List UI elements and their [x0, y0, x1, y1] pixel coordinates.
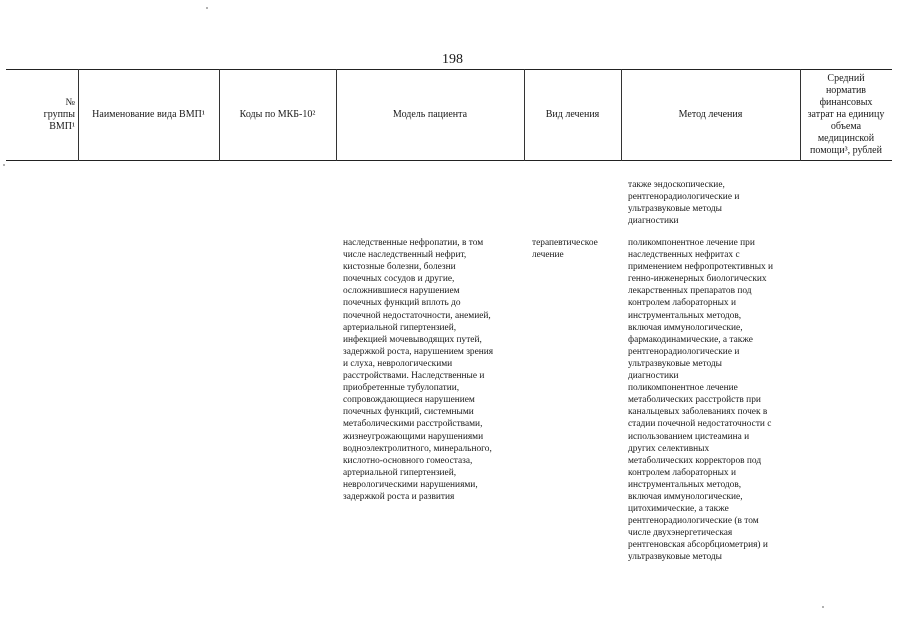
treatment-type-text: терапевтическое лечение [532, 238, 598, 261]
header-group-number: № группы ВМП¹ [43, 97, 75, 132]
continuation-method-text: также эндоскопические, рентгенорадиологические и ультразвуковые методы диагностики [628, 180, 740, 227]
header-icd-codes: Коды по МКБ-10² [239, 109, 316, 120]
header-cost-standard: Средний норматив финансовых затрат на единицу объема медицинской помощи³, рублей [807, 73, 885, 156]
scan-speck [822, 606, 824, 608]
treatment-method-text: поликомпонентное лечение при наследственных нефритах с применением нефропротективных и генно-инженерных биологических лекарственных препаратов под контролем лабораторных и инструментальных методов, включая иммунологические, фармакодинамические, а также рентгенорадиологические и ультразвуковые методы диагностики поликомпонентное лечение метаболических расстройств при канальцевых заболеваниях почек в стадии почечной недостаточности с использованием цистеамина и других селективных метаболических корректоров под контролем лабораторных и инструментальных методов, включая иммунологические, цитохимические, а также рентгенорадиологические (в том числе двухэнергетическая рентгеновская абсорбциометрия) и ультразвуковые методы [628, 238, 774, 563]
page-number: 198 [442, 52, 463, 67]
table-header [6, 69, 892, 161]
header-patient-model: Модель пациента [392, 109, 468, 120]
header-treatment-method: Метод лечения [678, 109, 743, 120]
scan-speck [206, 7, 208, 9]
patient-model-text: наследственные нефропатии, в том числе наследственный нефрит, кистозные болезни, болезни почечных сосудов и другие, осложнившиеся нарушением почечных функций вплоть до почечной недостаточности, анемией, артериальной гипертензией, инфекцией мочевыводящих путей, задержкой роста, нарушением зрения и слуха, неврологическими расстройствами. Наследственные и приобретенные тубулопатии, сопровождающиеся нарушением почечных функций, системными метаболическими расстройствами, жизнеугрожающими нарушениями водноэлектролитного, минерального, кислотно-основного гомеостаза, артериальной гипертензией, неврологическими нарушениями, задержкой роста и развития [343, 238, 494, 502]
scan-speck [3, 164, 5, 166]
header-vmp-name: Наименование вида ВМП¹ [92, 109, 205, 120]
header-treatment-type: Вид лечения [545, 109, 600, 120]
